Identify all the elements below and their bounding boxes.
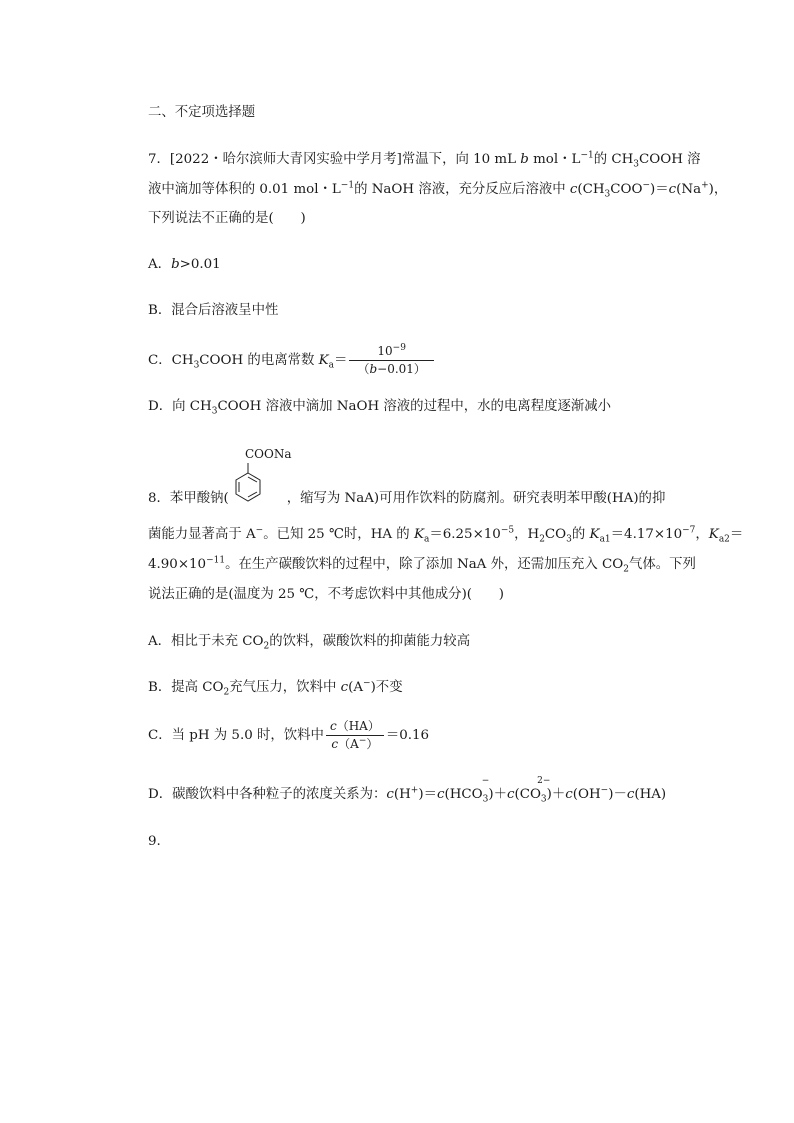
section-title: 二、不定项选择题 (148, 105, 256, 120)
q7-line-3: 下列说法不正确的是( ) (148, 211, 306, 226)
q8-line-1: 8．苯甲酸钠( ，缩写为 NaA)可用作饮料的防腐剂。研究表明苯甲酸(HA)的抑 (148, 491, 666, 506)
q7-option-c: C．$CH_3COOH$ 的电离常数 $K_a=$ $\frac{10^{-9}}{(b-0.01)}$ (148, 343, 436, 379)
q8-line-4: 说法正确的是(温度为 25 ℃，不考虑饮料中其他成分)( ) (148, 587, 505, 602)
q7-option-b: B．混合后溶液呈中性 (148, 303, 279, 318)
q8-ratio-fraction: $\frac{c(HA)}{c(A^-)}$ (326, 719, 384, 752)
q7-ka-fraction: $\frac{10^{-9}}{(b-0.01)}$ (349, 344, 433, 377)
coona-label: COONa (245, 447, 292, 461)
q8-option-a: A．相比于未充 $CO_2$的饮料，碳酸饮料的抑菌能力较高 (148, 634, 471, 652)
q8-line-2: 菌能力显著高于 A−。已知 25 ℃时，HA 的 $K_a=6.25\times 10^{-5}$，$H_2CO_3$的 $K_{a1}=4.17\times 10^{-7}$，$K_{a2}=$ (148, 525, 744, 545)
q8-line-3: $4.90\times 10^{-11}$。在生产碳酸饮料的过程中，除了添加 NaA 外，还需加压充入 $CO_2$气体。下列 (148, 555, 696, 575)
q8-option-b: B．提高 $CO_2$充气压力，饮料中 c(A−)不变 (148, 678, 403, 698)
q8-option-d: D．碳酸饮料中各种粒子的浓度关系为：c(H+)＝c(HCO − $_3$)＋c(CO 2− $_3$)＋c(OH−)－c(HA) (148, 776, 667, 805)
q8-option-c: C．当 pH 为 5.0 时，饮料中 $\frac{c(HA)}{c(A^-)}$ ＝0.16 (148, 719, 430, 751)
q7-option-a: A．b>0.01 (148, 257, 221, 272)
q7-line-1: 7．[2022・哈尔滨师大青冈实验中学月考]常温下，向 10 mL b mol・$L^{-1}$的 $CH_3COOH$ 溶 (148, 150, 701, 170)
q9-label: 9. (148, 834, 161, 849)
q7-option-d: D．向 $CH_3COOH$ 溶液中滴加 NaOH 溶液的过程中，水的电离程度逐渐减小 (148, 399, 612, 417)
q7-line-2: 液中滴加等体积的 0.01 mol・$L^{-1}$的 NaOH 溶液，充分反应后溶液中 $c(CH_3COO^-)=c(Na^+)$， (148, 180, 728, 200)
